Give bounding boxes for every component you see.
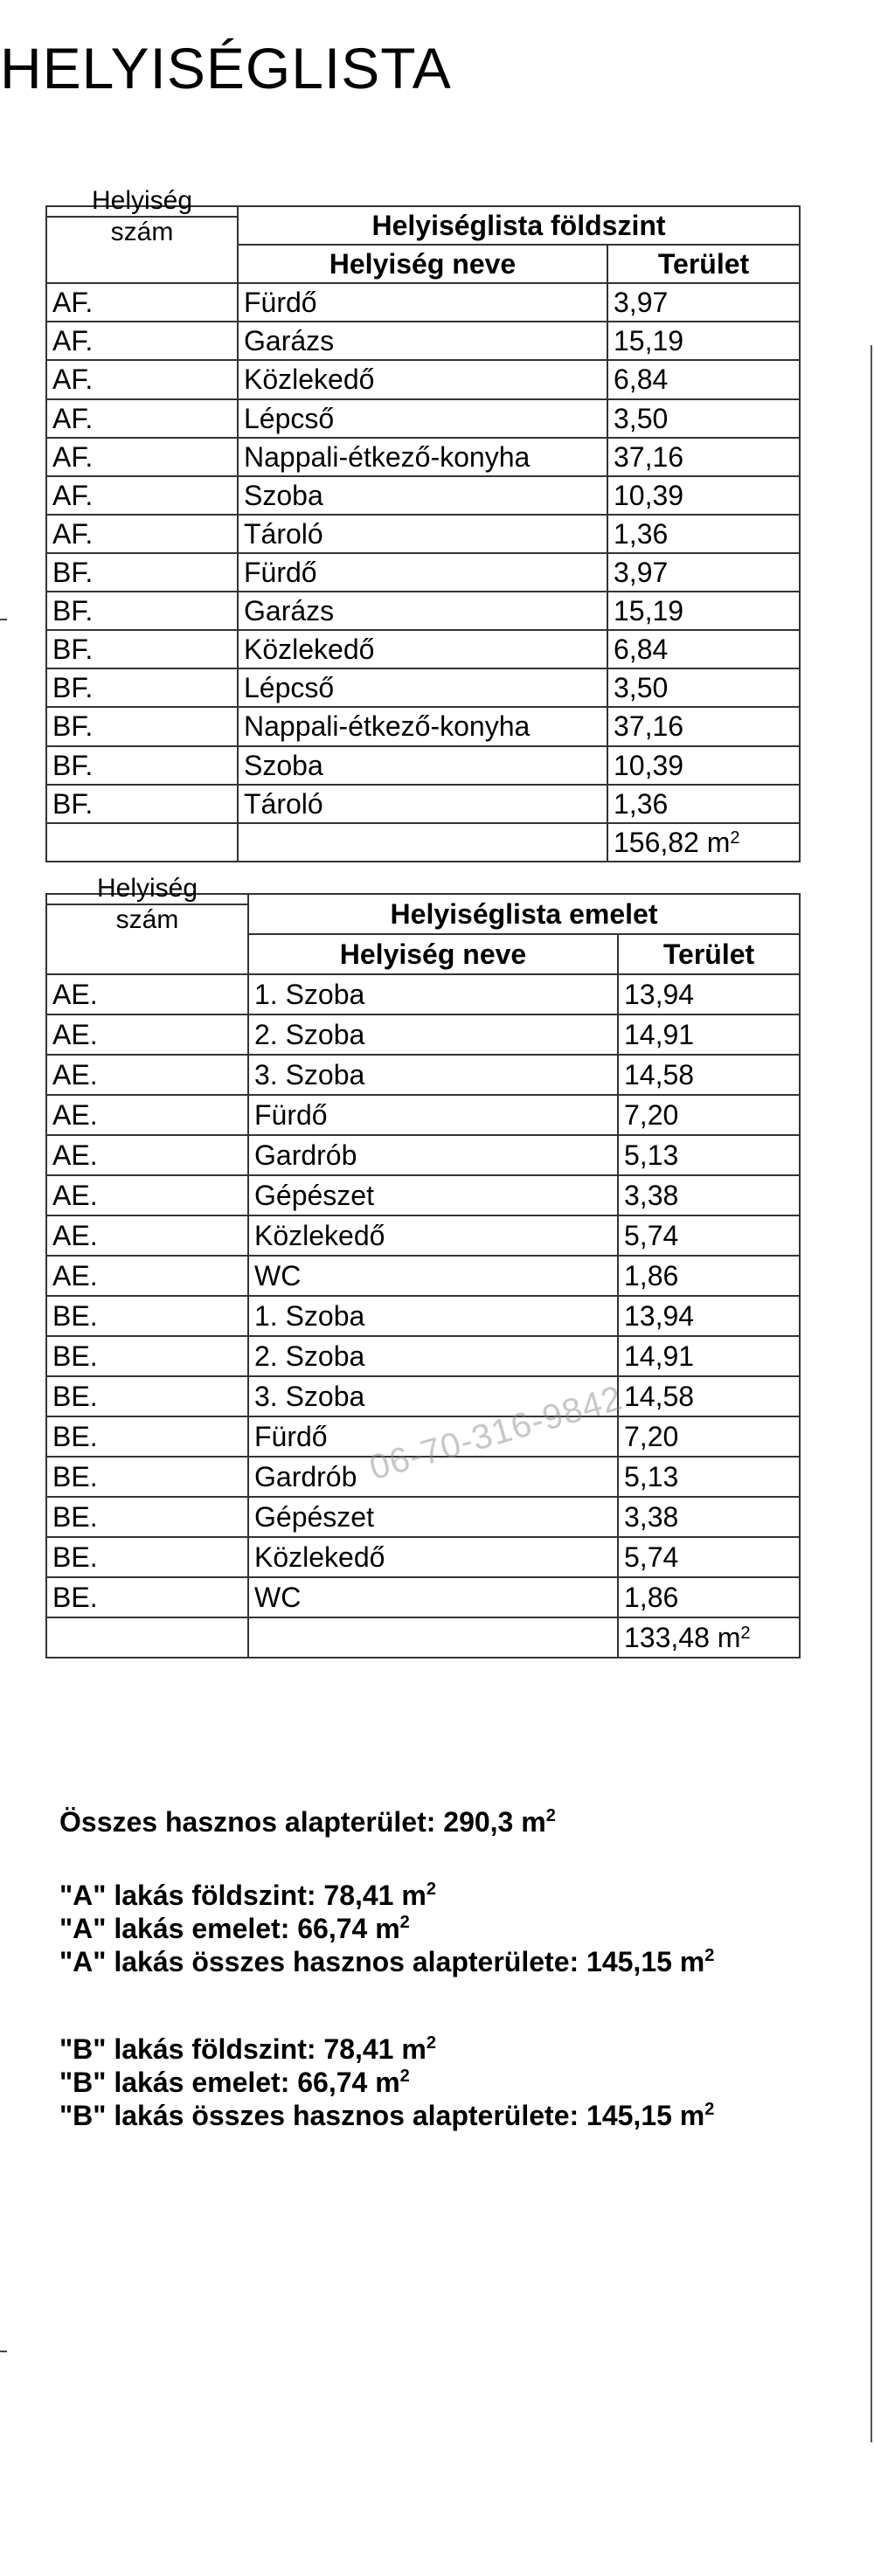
room-number-cell: BE. xyxy=(46,1416,248,1457)
room-number-cell: BF. xyxy=(46,746,238,785)
col-header-room-number-line1: Helyiség xyxy=(96,874,198,903)
room-number-cell: AF. xyxy=(46,360,238,398)
room-name-cell: 1. Szoba xyxy=(248,974,618,1014)
room-area-cell: 1,36 xyxy=(607,515,800,553)
room-area-cell: 14,91 xyxy=(618,1014,800,1055)
table-row xyxy=(46,1095,800,1135)
room-name-cell: 2. Szoba xyxy=(248,1336,618,1376)
room-area-cell: 13,94 xyxy=(618,974,800,1014)
room-number-cell: AE. xyxy=(46,1256,248,1296)
page-title: HELYISÉGLISTA xyxy=(0,36,452,100)
room-number-cell: AF. xyxy=(46,438,238,476)
summary-line xyxy=(59,2101,714,2129)
summary-line xyxy=(59,1914,410,1942)
total-area-cell xyxy=(618,1617,800,1658)
room-area-cell: 3,38 xyxy=(618,1175,800,1215)
room-number-cell: AE. xyxy=(46,1095,248,1135)
room-number-cell: BF. xyxy=(46,668,238,707)
unit-superscript: 2 xyxy=(704,2100,715,2119)
room-area-cell: 15,19 xyxy=(607,592,800,630)
table-row xyxy=(46,553,800,592)
table-row xyxy=(46,630,800,668)
room-area-cell: 6,84 xyxy=(607,630,800,668)
table-row xyxy=(46,1256,800,1296)
room-area-cell: 14,58 xyxy=(618,1376,800,1416)
room-number-cell: BE. xyxy=(46,1296,248,1336)
room-number-cell: BF. xyxy=(46,785,238,823)
room-area-cell: 1,86 xyxy=(618,1256,800,1296)
col-header-room-name: Helyiség neve xyxy=(248,934,618,974)
room-number-cell: BE. xyxy=(46,1497,248,1537)
room-area-cell: 37,16 xyxy=(607,438,800,476)
col-header-room-number-line1: Helyiség xyxy=(91,186,193,215)
table-row xyxy=(46,1055,800,1095)
room-area-cell: 3,50 xyxy=(607,399,800,438)
room-number-cell: AF. xyxy=(46,283,238,322)
empty-cell xyxy=(46,823,238,862)
table-row xyxy=(46,668,800,707)
room-area-cell: 14,91 xyxy=(618,1336,800,1376)
table-row xyxy=(46,1537,800,1577)
table-row xyxy=(46,476,800,515)
room-table-upper-floor xyxy=(45,874,801,1658)
col-header-room-number-line2: szám xyxy=(110,218,174,246)
page-edge-line xyxy=(871,345,872,2442)
table-row xyxy=(46,746,800,785)
table-row xyxy=(46,515,800,553)
room-table-ground-floor xyxy=(45,186,801,862)
room-area-cell: 3,50 xyxy=(607,668,800,707)
room-name-cell: Közlekedő xyxy=(238,360,607,398)
total-area-value: 133,48 m xyxy=(624,1622,741,1653)
room-number-cell: AF. xyxy=(46,399,238,438)
summary-line xyxy=(59,1947,714,1976)
table-caption-row xyxy=(46,206,800,245)
room-name-cell: 3. Szoba xyxy=(248,1055,618,1095)
room-name-cell: Tároló xyxy=(238,785,607,823)
room-number-cell: AE. xyxy=(46,974,248,1014)
room-name-cell: Fürdő xyxy=(248,1416,618,1457)
room-name-cell: Tároló xyxy=(238,515,607,553)
room-name-cell: Szoba xyxy=(238,746,607,785)
room-number-cell: AE. xyxy=(46,1175,248,1215)
room-name-cell: 3. Szoba xyxy=(248,1376,618,1416)
room-area-cell: 5,13 xyxy=(618,1135,800,1175)
room-name-cell: Gépészet xyxy=(248,1175,618,1215)
margin-tick-mark xyxy=(0,2351,7,2352)
summary-text: "A" lakás összes hasznos alapterülete: 145,15 m xyxy=(59,1946,705,1977)
summary-text: "A" lakás emelet: 66,74 m xyxy=(59,1913,400,1944)
col-header-room-name: Helyiség neve xyxy=(238,245,607,283)
table-row xyxy=(46,1497,800,1537)
unit-superscript: 2 xyxy=(426,1880,436,1899)
room-name-cell: 1. Szoba xyxy=(248,1296,618,1336)
col-header-area: Terület xyxy=(607,245,800,283)
table-row xyxy=(46,1215,800,1256)
unit-superscript: 2 xyxy=(730,828,740,848)
room-number-cell: BF. xyxy=(46,592,238,630)
phone-watermark: 06-70-316-9842 xyxy=(365,1378,628,1488)
table-row xyxy=(46,1296,800,1336)
unit-superscript: 2 xyxy=(399,2067,410,2086)
summary-text: Összes hasznos alapterület: 290,3 m xyxy=(59,1806,546,1838)
unit-superscript: 2 xyxy=(426,2033,436,2053)
room-area-cell: 7,20 xyxy=(618,1416,800,1457)
col-header-room-number-line2: szám xyxy=(115,905,179,934)
empty-cell xyxy=(248,1617,618,1658)
table-caption: Helyiséglista földszint xyxy=(238,206,800,245)
table-row xyxy=(46,283,800,322)
room-area-cell: 10,39 xyxy=(607,476,800,515)
room-number-cell: BF. xyxy=(46,553,238,592)
room-number-cell: BE. xyxy=(46,1537,248,1577)
room-name-cell: Gardrób xyxy=(248,1135,618,1175)
room-number-cell: AF. xyxy=(46,322,238,360)
room-area-cell: 14,58 xyxy=(618,1055,800,1095)
unit-superscript: 2 xyxy=(704,1946,715,1965)
table-row xyxy=(46,360,800,398)
room-name-cell: Garázs xyxy=(238,322,607,360)
room-number-cell: AE. xyxy=(46,1215,248,1256)
empty-cell xyxy=(46,1617,248,1658)
room-name-cell: Közlekedő xyxy=(238,630,607,668)
room-name-cell: Fürdő xyxy=(238,283,607,322)
col-header-room-number xyxy=(46,186,238,283)
summary-line xyxy=(59,2034,436,2063)
room-area-cell: 3,97 xyxy=(607,283,800,322)
room-number-cell: AF. xyxy=(46,515,238,553)
unit-superscript: 2 xyxy=(545,1806,556,1825)
summary-text: "A" lakás földszint: 78,41 m xyxy=(59,1880,427,1911)
room-name-cell: Lépcső xyxy=(238,668,607,707)
room-name-cell: Közlekedő xyxy=(248,1215,618,1256)
room-name-cell: Nappali-étkező-konyha xyxy=(238,438,607,476)
table-row xyxy=(46,785,800,823)
room-number-cell: BF. xyxy=(46,630,238,668)
room-name-cell: Gépészet xyxy=(248,1497,618,1537)
table-row xyxy=(46,438,800,476)
room-number-cell: AE. xyxy=(46,1135,248,1175)
table-row xyxy=(46,1336,800,1376)
summary-text: "B" lakás összes hasznos alapterülete: 145,15 m xyxy=(59,2100,705,2131)
table-row xyxy=(46,1014,800,1055)
room-area-cell: 13,94 xyxy=(618,1296,800,1336)
room-area-cell: 37,16 xyxy=(607,707,800,745)
room-name-cell: Garázs xyxy=(238,592,607,630)
summary-line xyxy=(59,2067,410,2096)
room-area-cell: 5,74 xyxy=(618,1537,800,1577)
table-row xyxy=(46,399,800,438)
summary-text: "B" lakás emelet: 66,74 m xyxy=(59,2067,400,2098)
room-name-cell: Közlekedő xyxy=(248,1537,618,1577)
room-number-cell: AE. xyxy=(46,1014,248,1055)
room-area-cell: 3,97 xyxy=(607,553,800,592)
table-caption-row xyxy=(46,894,800,934)
col-header-area: Terület xyxy=(618,934,800,974)
room-number-cell: BF. xyxy=(46,707,238,745)
summary-line xyxy=(59,1807,556,1836)
empty-cell xyxy=(238,823,607,862)
room-area-cell: 7,20 xyxy=(618,1095,800,1135)
room-area-cell: 5,13 xyxy=(618,1457,800,1497)
room-area-cell: 15,19 xyxy=(607,322,800,360)
room-area-cell: 3,38 xyxy=(618,1497,800,1537)
room-number-cell: BE. xyxy=(46,1577,248,1617)
room-name-cell: 2. Szoba xyxy=(248,1014,618,1055)
summary-text: "B" lakás földszint: 78,41 m xyxy=(59,2033,427,2065)
table-row xyxy=(46,707,800,745)
room-name-cell: WC xyxy=(248,1577,618,1617)
room-number-cell: BE. xyxy=(46,1336,248,1376)
summary-line xyxy=(59,1880,436,1909)
table-row xyxy=(46,1376,800,1416)
room-name-cell: Fürdő xyxy=(248,1095,618,1135)
room-name-cell: WC xyxy=(248,1256,618,1296)
total-area-cell xyxy=(607,823,800,862)
room-area-cell: 1,36 xyxy=(607,785,800,823)
col-header-room-number xyxy=(46,874,248,974)
table-total-row xyxy=(46,823,800,862)
room-name-cell: Fürdő xyxy=(238,553,607,592)
table-caption: Helyiséglista emelet xyxy=(248,894,800,934)
unit-superscript: 2 xyxy=(399,1913,410,1932)
margin-tick-mark xyxy=(0,619,7,620)
room-number-cell: BE. xyxy=(46,1457,248,1497)
unit-superscript: 2 xyxy=(740,1624,751,1643)
room-area-cell: 6,84 xyxy=(607,360,800,398)
table-row xyxy=(46,322,800,360)
room-name-cell: Lépcső xyxy=(238,399,607,438)
room-name-cell: Szoba xyxy=(238,476,607,515)
room-number-cell: BE. xyxy=(46,1376,248,1416)
room-area-cell: 5,74 xyxy=(618,1215,800,1256)
room-number-cell: AF. xyxy=(46,476,238,515)
room-area-cell: 1,86 xyxy=(618,1577,800,1617)
room-name-cell: Nappali-étkező-konyha xyxy=(238,707,607,745)
total-area-value: 156,82 m xyxy=(614,826,731,858)
table-row xyxy=(46,1577,800,1617)
table-row xyxy=(46,974,800,1014)
table-row xyxy=(46,592,800,630)
table-total-row xyxy=(46,1617,800,1658)
room-area-cell: 10,39 xyxy=(607,746,800,785)
table-row xyxy=(46,1135,800,1175)
room-name-cell: Gardrób xyxy=(248,1457,618,1497)
table-row xyxy=(46,1175,800,1215)
room-number-cell: AE. xyxy=(46,1055,248,1095)
